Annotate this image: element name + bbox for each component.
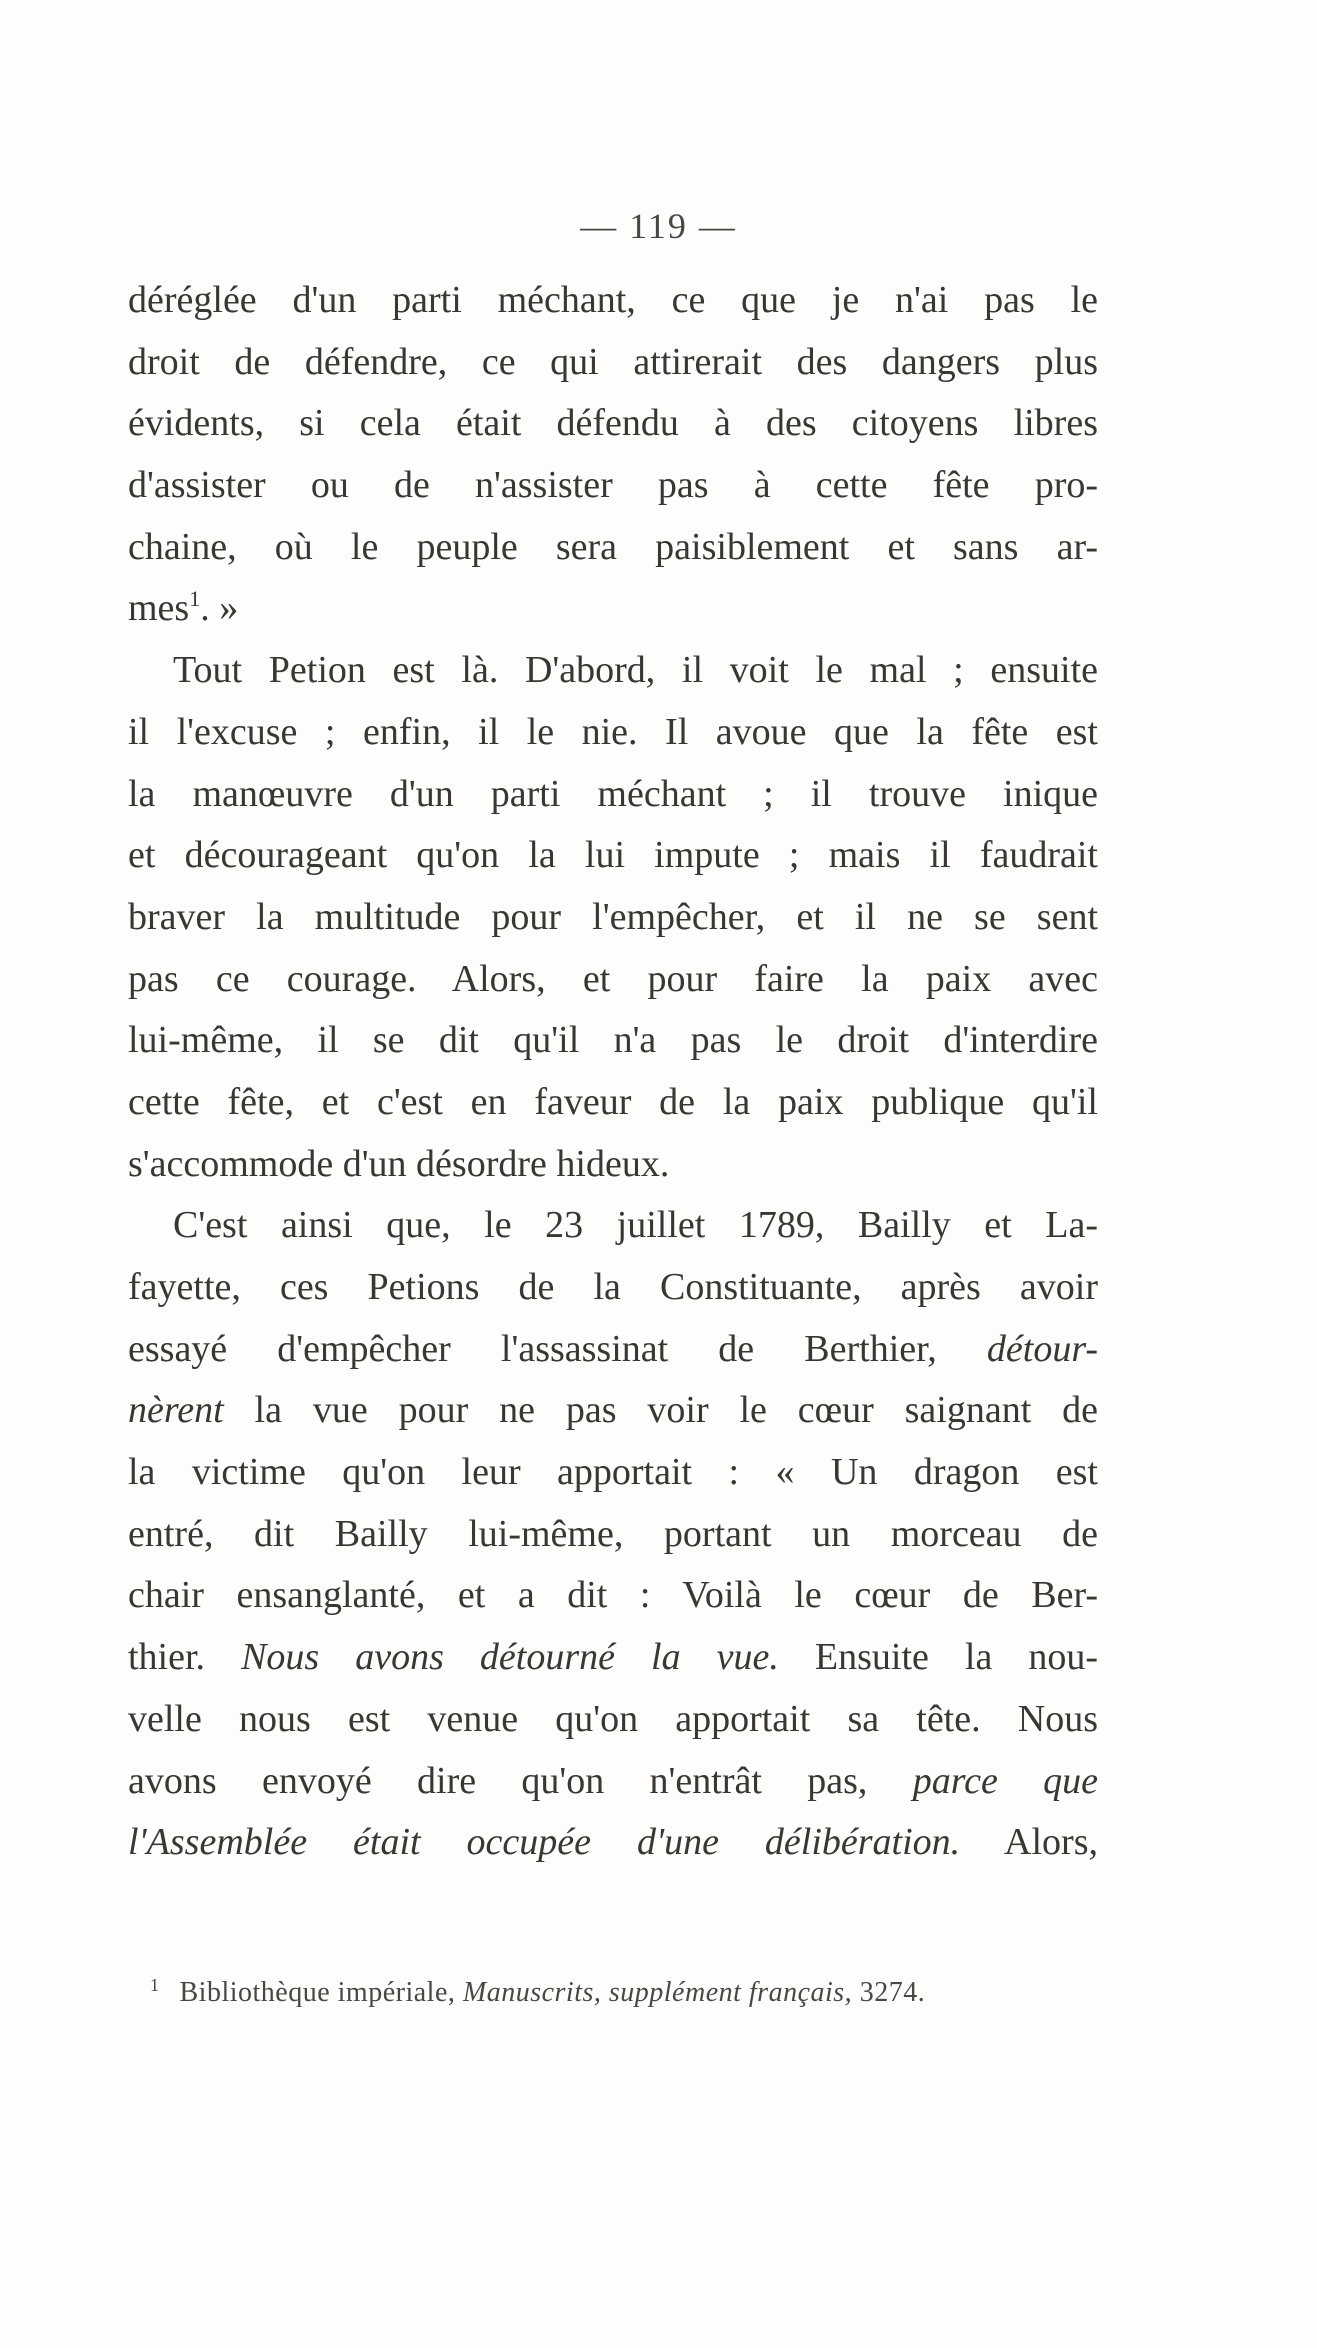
text-run: thier. xyxy=(128,1636,206,1679)
footnote-mark: 1 xyxy=(150,1975,160,1995)
footnote-italic-text: Manuscrits, supplément français, xyxy=(462,1977,853,2008)
text-line: déréglée d'un parti méchant, ce que je n'ai pas le xyxy=(128,279,1098,321)
text-line xyxy=(128,1751,1098,1813)
text-line: chair ensanglanté, et a dit : Voilà le cœur de Ber- xyxy=(128,1574,1098,1617)
page-number: — 119 — xyxy=(580,206,737,246)
italic-run: l'Assemblée était occupée d'une délibération. xyxy=(128,1821,961,1864)
text-run: avons envoyé dire qu'on n'entrât pas, xyxy=(128,1759,868,1802)
text-line xyxy=(128,1380,1098,1442)
italic-run: parce que xyxy=(912,1759,1098,1802)
text-line: braver la multitude pour l'empêcher, et il ne se sent xyxy=(128,895,1098,938)
paragraph-1 xyxy=(128,270,1098,640)
text-line: lui-même, il se dit qu'il n'a pas le droit d'interdire xyxy=(128,1019,1098,1062)
text-line: s'accommode d'un désordre hideux. xyxy=(128,1142,670,1185)
text-line xyxy=(128,1812,1098,1874)
text-line: fayette, ces Petions de la Constituante, après avoir xyxy=(128,1266,1098,1308)
text-line: et décourageant qu'on la lui impute ; mais il faudrait xyxy=(128,834,1098,877)
text-line: pas ce courage. Alors, et pour faire la paix avec xyxy=(128,957,1098,1000)
text-line: d'assister ou de n'assister pas à cette fête pro- xyxy=(128,464,1098,507)
text-line: droit de défendre, ce qui attirerait des dangers plus xyxy=(128,340,1098,383)
footnote-text: Bibliothèque impériale, xyxy=(179,1977,456,2008)
text-run: la vue pour ne pas voir le cœur saignant de xyxy=(254,1389,1098,1432)
italic-run: Nous avons détourné la vue. xyxy=(241,1636,779,1679)
footnote-number: 3274. xyxy=(859,1977,926,2008)
text-line: la victime qu'on leur apportait : « Un dragon est xyxy=(128,1451,1098,1494)
text-line xyxy=(128,1319,1098,1381)
text-line: C'est ainsi que, le 23 juillet 1789, Bailly et La- xyxy=(173,1204,1098,1247)
text-line: Tout Petion est là. D'abord, il voit le mal ; ensuite xyxy=(173,649,1098,692)
text-run: essayé d'empêcher l'assassinat de Berthier, xyxy=(128,1327,937,1370)
italic-run: nèrent xyxy=(128,1389,224,1432)
paragraph-3 xyxy=(128,1195,1098,1874)
text-line: chaine, où le peuple sera paisiblement et sans ar- xyxy=(128,525,1098,568)
footnote-reference: 1 xyxy=(189,586,201,612)
footnote xyxy=(150,1975,1100,2009)
text-line: évidents, si cela était défendu à des citoyens libres xyxy=(128,402,1098,445)
text-line: cette fête, et c'est en faveur de la paix publique qu'il xyxy=(128,1080,1098,1123)
text-run: . » xyxy=(200,587,239,630)
text-run: mes xyxy=(128,587,190,630)
text-line: entré, dit Bailly lui-même, portant un morceau de xyxy=(128,1512,1098,1555)
text-line: velle nous est venue qu'on apportait sa tête. Nous xyxy=(128,1697,1098,1740)
text-line: la manœuvre d'un parti méchant ; il trouve inique xyxy=(128,772,1098,815)
text-line: il l'excuse ; enfin, il le nie. Il avoue que la fête est xyxy=(128,710,1098,753)
text-run: Ensuite la nou- xyxy=(814,1636,1099,1679)
text-line xyxy=(128,1627,1098,1689)
paragraph-2 xyxy=(128,640,1098,1195)
italic-run: détour- xyxy=(986,1327,1098,1370)
body-text xyxy=(128,270,1098,1874)
text-run: Alors, xyxy=(1004,1821,1098,1864)
text-line xyxy=(128,578,1098,640)
